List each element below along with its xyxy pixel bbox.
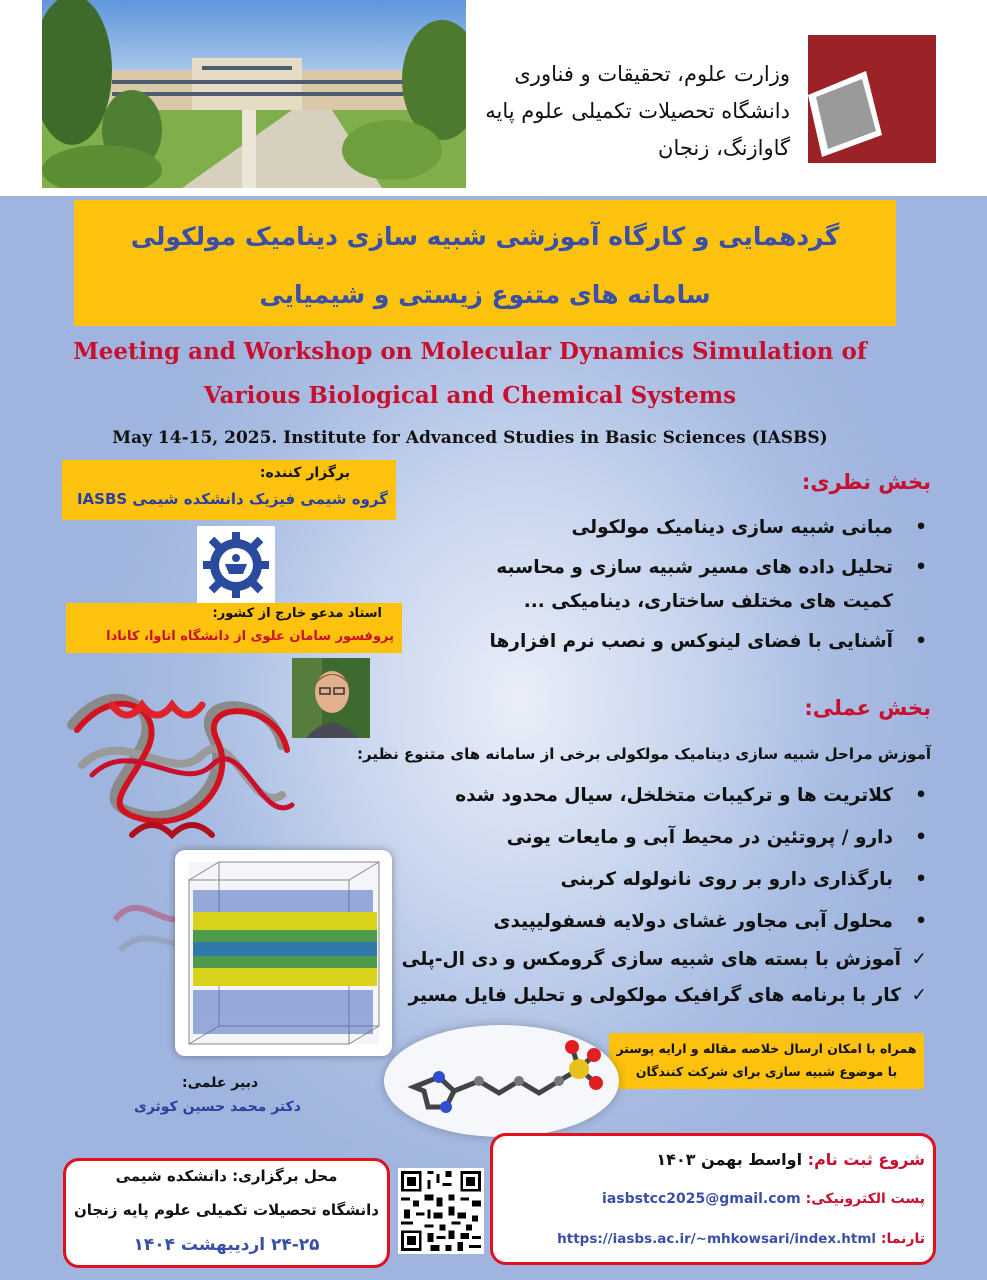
guest-value: پروفسور سامان علوی از دانشگاه اتاوا، کانادا — [106, 629, 394, 644]
molecule-image — [384, 1025, 619, 1137]
registration-box — [490, 1133, 936, 1265]
chemical-society-logo — [197, 526, 275, 604]
theory-item: • مبانی شبیه سازی دینامیک مولکولی — [571, 517, 927, 538]
practice-intro: آموزش مراحل شبیه سازی دینامیک مولکولی برخی از سامانه های متنوع نظیر: — [357, 745, 931, 763]
practice-check-item: ✓ کار با برنامه های گرافیک مولکولی و تحلیل فایل مسیر — [408, 985, 927, 1006]
title-box — [74, 200, 896, 326]
poster-note-box — [609, 1033, 924, 1089]
registration-start: شروع ثبت نام: اواسط بهمن ۱۴۰۳ — [656, 1150, 925, 1169]
venue-line1: محل برگزاری: دانشکده شیمی — [115, 1167, 338, 1185]
venue-dates: ۲۴-۲۵ اردیبهشت ۱۴۰۴ — [133, 1235, 320, 1255]
theory-item-continuation: کمیت های مختلف ساختاری، دینامیکی ... — [523, 591, 893, 612]
registration-website: تارنما: https://iasbs.ac.ir/~mhkowsari/index.html — [557, 1231, 925, 1247]
practice-heading: بخش عملی: — [804, 696, 931, 720]
guest-label: استاد مدعو خارج از کشور: — [212, 606, 382, 621]
bullet-icon: • — [915, 631, 927, 652]
title-fa-line2: سامانه های متنوع زیستی و شیمیایی — [259, 280, 711, 309]
campus-photo — [42, 0, 466, 188]
practice-item: • بارگذاری دارو بر روی نانولوله کربنی — [560, 869, 927, 890]
practice-list — [351, 785, 931, 1021]
practice-check-item: ✓ آموزش با بسته های شبیه سازی گرومکس و دی ال-پلی — [401, 949, 927, 970]
theory-item: • تحلیل داده های مسیر شبیه سازی و محاسبه — [496, 557, 927, 578]
title-en-line1: Meeting and Workshop on Molecular Dynamics Simulation of — [73, 338, 867, 365]
theory-heading: بخش نظری: — [801, 470, 931, 494]
qr-code[interactable] — [398, 1168, 484, 1254]
organizer-label: برگزار کننده: — [259, 465, 350, 481]
venue-line2: دانشگاه تحصیلات تکمیلی علوم پایه زنجان — [74, 1201, 379, 1219]
practice-item: • محلول آبی مجاور غشای دولایه فسفولیپیدی — [493, 911, 927, 932]
poster-note-line2: با موضوع شبیه سازی برای شرکت کنندگان — [635, 1064, 898, 1079]
bullet-icon: • — [915, 911, 927, 932]
checkmark-icon: ✓ — [911, 985, 927, 1006]
bullet-icon: • — [915, 557, 927, 578]
ministry-text: وزارت علوم، تحقیقات و فناوری — [514, 62, 790, 86]
location-text: گاوازنگ، زنجان — [658, 136, 790, 160]
scientific-secretary-label: دبیر علمی: — [182, 1075, 259, 1091]
organizer-value: گروه شیمی فیزیک دانشکده شیمی IASBS — [76, 490, 388, 508]
website-link[interactable]: https://iasbs.ac.ir/~mhkowsari/index.html — [557, 1231, 877, 1247]
university-text: دانشگاه تحصیلات تکمیلی علوم پایه — [485, 99, 790, 123]
practice-item: • کلاتریت ها و ترکیبات متخلخل، سیال محدود شده — [455, 785, 927, 806]
poster-note-line1: همراه با امکان ارسال خلاصه مقاله و ارایه پوستر — [616, 1041, 917, 1056]
protein-structure-image — [52, 665, 302, 855]
bullet-icon: • — [915, 827, 927, 848]
email-link[interactable]: iasbstcc2025@gmail.com — [602, 1191, 801, 1207]
membrane-simulation-image — [175, 850, 392, 1056]
practice-item: • دارو / پروتئین در محیط آبی و مایعات یونی — [506, 827, 927, 848]
bullet-icon: • — [915, 517, 927, 538]
theory-list — [331, 517, 931, 671]
venue-box — [63, 1158, 390, 1268]
bullet-icon: • — [915, 869, 927, 890]
title-fa-line1: گردهمایی و کارگاه آموزشی شبیه سازی دینامیک مولکولی — [130, 222, 840, 251]
title-en-line2: Various Biological and Chemical Systems — [203, 382, 737, 409]
organizer-box — [62, 460, 396, 520]
date-line: May 14-15, 2025. Institute for Advanced Studies in Basic Sciences (IASBS) — [112, 428, 828, 448]
checkmark-icon: ✓ — [911, 949, 927, 970]
scientific-secretary-value: دکتر محمد حسین کوثری — [134, 1099, 301, 1115]
university-header — [470, 56, 790, 167]
iasbs-logo — [808, 35, 936, 163]
theory-item: • آشنایی با فضای لینوکس و نصب نرم افزارها — [489, 631, 927, 652]
registration-email: پست الکترونیکی: iasbstcc2025@gmail.com — [602, 1191, 925, 1207]
bullet-icon: • — [915, 785, 927, 806]
